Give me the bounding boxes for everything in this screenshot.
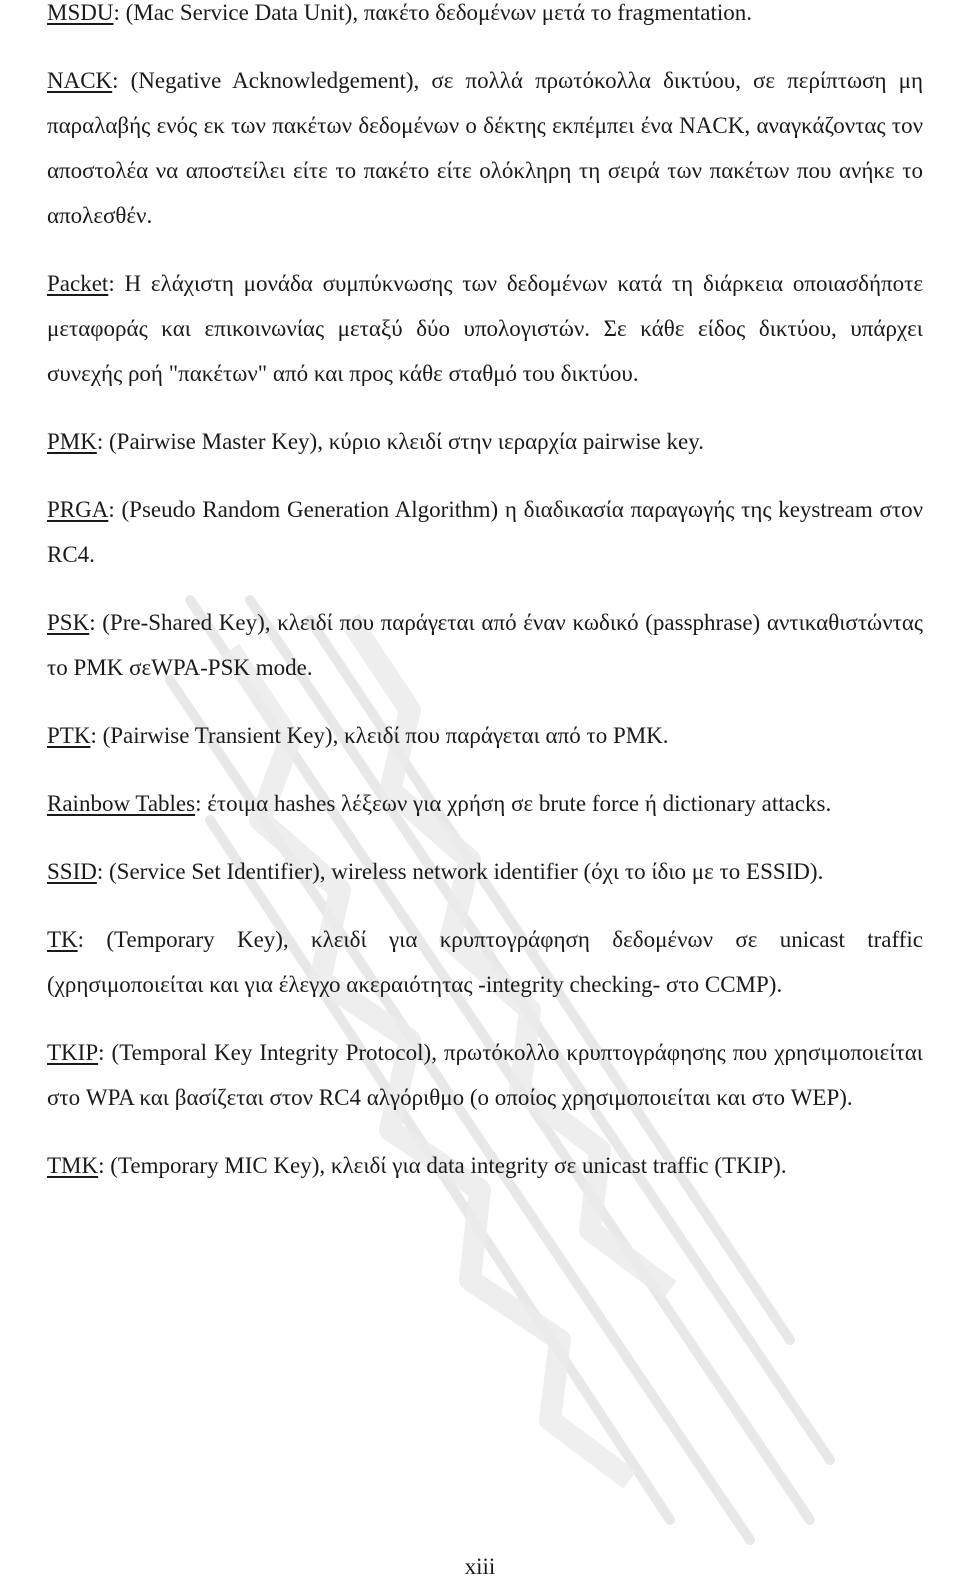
glossary-term: PSK [47,610,90,635]
glossary-entry-tmk [47,1143,923,1188]
glossary-entry-ptk [47,713,923,758]
glossary-term: TK [47,927,78,952]
glossary-entry-tk [47,917,923,1007]
glossary-definition: : (Mac Service Data Unit), πακέτο δεδομένων μετά το fragmentation. [113,0,753,25]
glossary-entry-pmk [47,419,923,464]
glossary-entry-rainbow-tables [47,781,923,826]
page-number: xiii [464,1554,496,1579]
glossary-definition: : (Service Set Identifier), wireless network identifier (όχι το ίδιο με το ESSID). [96,859,824,884]
glossary-entry-prga [47,487,923,577]
glossary-term: MSDU [47,0,114,25]
glossary-definition: : (Negative Acknowledgement), σε πολλά πρωτόκολλα δικτύου, σε περίπτωση μη παραλαβής ενός εκ των πακέτων δεδομένων ο δέκτης εκπέμπει ένα NACK, αναγκάζοντας τον αποστολέα να αποστείλει είτε το πακέτο είτε ολόκληρη τη σειρά των πακέτων που ανήκε το απολεσθέν. [47,68,923,228]
glossary-entry-ssid [47,849,923,894]
glossary-entry-tkip [47,1030,923,1120]
glossary-definition: : (Pre-Shared Key), κλειδί που παράγεται από έναν κωδικό (passphrase) αντικαθιστώντας το PMK σεWPA-PSK mode. [47,610,923,680]
glossary-page [47,0,923,1188]
glossary-definition: : (Temporary Key), κλειδί για κρυπτογράφηση δεδομένων σε unicast traffic (χρησιμοποιείται και για έλεγχο ακεραιότητας -integrity checking- στο CCMP). [47,927,923,997]
glossary-definition: : (Temporary MIC Key), κλειδί για data integrity σε unicast traffic (TKIP). [98,1153,787,1178]
glossary-entry-psk [47,600,923,690]
glossary-definition: : (Temporal Key Integrity Protocol), πρωτόκολλο κρυπτογράφησης που χρησιμοποιείται στο WPA και βασίζεται στον RC4 αλγόριθμο (ο οποίος χρησιμοποιείται και στο WEP). [47,1040,923,1110]
glossary-entry-packet [47,261,923,396]
glossary-definition: : (Pairwise Master Key), κύριο κλειδί στην ιεραρχία pairwise key. [96,429,704,454]
glossary-entry-msdu [47,0,923,35]
glossary-term: TKIP [47,1040,99,1065]
glossary-definition: : (Pseudo Random Generation Algorithm) η διαδικασία παραγωγής της keystream στον RC4. [47,497,923,567]
glossary-term: SSID [47,859,97,884]
glossary-term: PMK [47,429,97,454]
glossary-term: PTK [47,723,91,748]
glossary-definition: : έτοιμα hashes λέξεων για χρήση σε brute force ή dictionary attacks. [195,791,832,816]
glossary-term: PRGA [47,497,109,522]
glossary-term: Packet [47,271,109,296]
glossary-entry-nack [47,58,923,238]
glossary-term: NACK [47,68,113,93]
glossary-definition: : (Pairwise Transient Key), κλειδί που παράγεται από το PMK. [90,723,669,748]
glossary-term: TMK [47,1153,99,1178]
glossary-definition: : Η ελάχιστη μονάδα συμπύκνωσης των δεδομένων κατά τη διάρκεια οποιασδήποτε μεταφοράς και επικοινωνίας μεταξύ δύο υπολογιστών. Σε κάθε είδος δικτύου, υπάρχει συνεχής ροή "πακέτων" από και προς κάθε σταθμό του δικτύου. [47,271,923,386]
glossary-term: Rainbow Tables [47,791,196,816]
